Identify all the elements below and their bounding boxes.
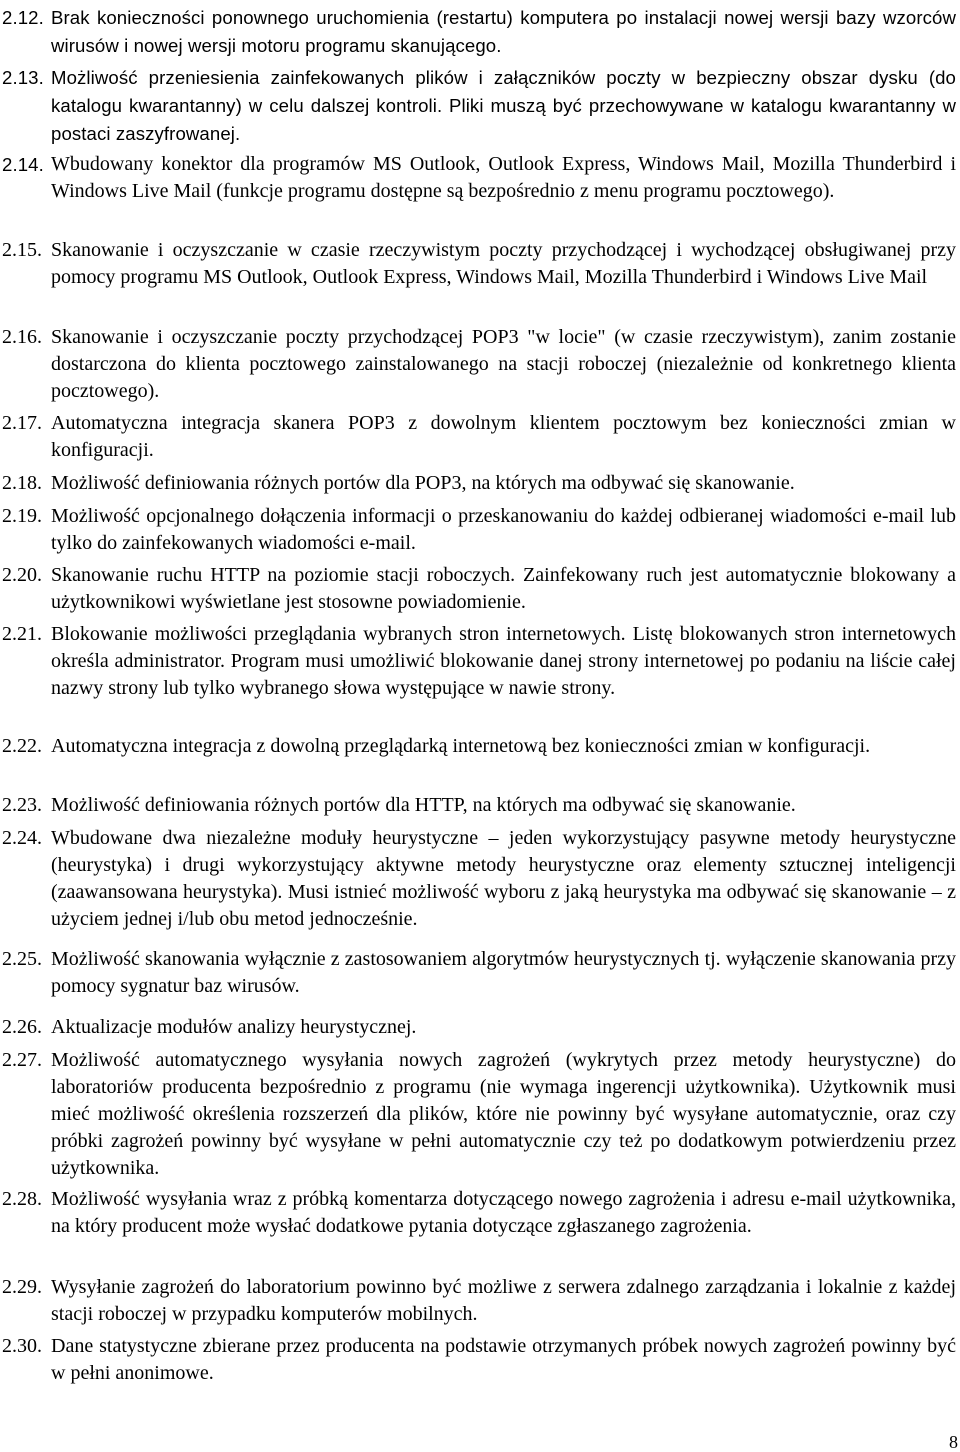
item-number: 2.23. <box>2 794 42 816</box>
list-item <box>0 1186 956 1240</box>
item-number: 2.14. <box>2 154 44 175</box>
item-number: 2.27. <box>2 1049 42 1071</box>
list-item <box>0 792 956 819</box>
list-item <box>0 151 956 205</box>
item-number: 2.20. <box>2 564 42 586</box>
item-text <box>51 410 956 464</box>
list-item <box>0 64 956 148</box>
item-number: 2.16. <box>2 326 42 348</box>
item-text <box>51 151 956 205</box>
item-text <box>51 825 956 933</box>
list-item <box>0 4 956 60</box>
item-text <box>51 324 956 405</box>
item-text-part: Możliwość skanowania wyłącznie z zastosowaniem algorytmów heurystycznych tj. wyłączenie skanowania przy pomocy sygnatur baz wirusów. <box>51 948 956 997</box>
list-item <box>0 946 956 1000</box>
item-text <box>51 562 956 616</box>
item-text <box>51 733 956 760</box>
item-text <box>51 792 956 819</box>
list-item <box>0 237 956 291</box>
list-item <box>0 324 956 405</box>
list-item <box>0 503 956 557</box>
item-number: 2.24. <box>2 827 42 849</box>
item-number: 2.22. <box>2 735 42 757</box>
item-number: 2.12. <box>2 7 44 28</box>
item-text-part: Wbudowane dwa niezależne moduły heurystyczne – jeden wykorzystujący pasywne metody heurystyczne (heurystyka) i drugi wykorzystujący aktywne metody heurystyczne oraz elementy sztucznej inteligencji (zaawansowana heurystyka). Musi istnieć możliwość wyboru z jaką heurystyka ma odbywać się skanowanie – z użyciem jednej i/lub obu metod jednocześnie. <box>51 827 956 930</box>
item-text-part: Automatyczna integracja skanera POP3 z dowolnym klientem pocztowym bez konieczności zmian w konfiguracji. <box>51 412 956 461</box>
item-number: 2.19. <box>2 505 42 527</box>
item-number: 2.28. <box>2 1188 42 1210</box>
list-item <box>0 825 956 933</box>
page-number: 8 <box>949 1432 958 1452</box>
item-text-part: Skanowanie ruchu HTTP na poziomie stacji roboczych. Zainfekowany ruch jest automatycznie blokowany a użytkownikowi wyświetlane jest stosowne powiadomienie. <box>51 564 956 613</box>
item-text <box>51 1047 956 1182</box>
item-text <box>51 1014 956 1041</box>
item-text-part: Możliwość wysyłania wraz z próbką komentarza dotyczącego nowego zagrożenia i adresu e-mail użytkownika, na który producent może wysłać dodatkowe pytania dotyczące zgłaszanego zagrożenia. <box>51 1188 956 1237</box>
item-text <box>51 4 956 60</box>
list-item <box>0 1274 956 1328</box>
item-text <box>51 470 956 497</box>
list-item <box>0 410 956 464</box>
item-text-part: Możliwość definiowania różnych portów dla HTTP, na których ma odbywać się skanowanie. <box>51 794 796 816</box>
item-number: 2.18. <box>2 472 42 494</box>
item-text-part: Możliwość opcjonalnego dołączenia informacji o przeskanowaniu do każdej odbieranej wiadomości e-mail lub tylko do zainfekowanych wiadomości e-mail. <box>51 505 956 554</box>
list-item <box>0 733 956 760</box>
item-number: 2.29. <box>2 1276 42 1298</box>
item-number: 2.21. <box>2 623 42 645</box>
item-number: 2.30. <box>2 1335 42 1357</box>
item-text <box>51 1186 956 1240</box>
item-number: 2.17. <box>2 412 42 434</box>
item-text-part: Blokowanie możliwości przeglądania wybranych stron internetowych. Listę blokowanych stron internetowych określa administrator. Program musi umożliwić blokowanie danej strony internetowej po podaniu na liście całej nazwy strony lub tylko wybranego słowa występujące w nawie strony. <box>51 623 956 699</box>
item-text-part: Brak konieczności ponownego uruchomienia (restartu) komputera po instalacji nowej wersji bazy wzorców wirusów i nowej wersji motoru programu skanującego. <box>51 7 956 56</box>
item-text <box>51 503 956 557</box>
list-item <box>0 562 956 616</box>
item-text-part: Automatyczna integracja z dowolną przeglądarką internetową bez konieczności zmian w konfiguracji. <box>51 735 871 757</box>
item-text-part: Pliki muszą być przechowywane w katalogu kwarantanny w postaci zaszyfrowanej. <box>51 95 956 144</box>
item-text <box>51 1333 956 1387</box>
item-text <box>51 237 956 291</box>
item-number: 2.26. <box>2 1016 42 1038</box>
item-text-part <box>442 95 449 117</box>
item-text-part: Możliwość definiowania różnych portów dla POP3, na których ma odbywać się skanowanie. <box>51 472 795 494</box>
list-item <box>0 1333 956 1387</box>
item-number: 2.13. <box>2 67 44 88</box>
item-text-part: Skanowanie i oczyszczanie poczty przychodzącej POP3 "w locie" (w czasie rzeczywistym), zanim zostanie dostarczona do klienta pocztowego zainstalowanego na stacji roboczej (niezależnie od konkretnego klienta pocztowego). <box>51 326 956 402</box>
item-text-part: Możliwość przeniesienia zainfekowanych plików i załączników poczty w bezpieczny obszar dysku (do katalogu kwarantanny) w celu dalszej kontroli. <box>51 67 956 116</box>
item-text-part: Wbudowany konektor dla programów MS Outlook, Outlook Express, Windows Mail, Mozilla Thunderbird i Windows Live Mail (funkcje programu dostępne są bezpośrednio z menu programu pocztowego). <box>51 153 956 202</box>
list-item <box>0 1047 956 1182</box>
item-text-part: Możliwość automatycznego wysyłania nowych zagrożeń (wykrytych przez metody heurystyczne) do laboratoriów producenta bezpośrednio z programu (nie wymaga ingerencji użytkownika). Użytkownik musi mieć możliwość określenia rozszerzeń dla plików, które nie powinny być wysyłane automatycznie, oraz czy próbki zagrożeń powinny być wysyłane w pełni automatycznie czy też po dodatkowym potwierdzeniu przez użytkownika. <box>51 1049 956 1179</box>
item-number: 2.15. <box>2 239 42 261</box>
item-text <box>51 621 956 702</box>
item-text-part: Wysyłanie zagrożeń do laboratorium powinno być możliwe z serwera zdalnego zarządzania i lokalnie z każdej stacji roboczej w przypadku komputerów mobilnych. <box>51 1276 956 1325</box>
item-text <box>51 1274 956 1328</box>
item-text <box>51 946 956 1000</box>
item-text-part: Aktualizacje modułów analizy heurystycznej. <box>51 1016 417 1038</box>
item-text <box>51 64 956 148</box>
list-item <box>0 621 956 702</box>
list-item <box>0 470 956 497</box>
item-text-part: Skanowanie i oczyszczanie w czasie rzeczywistym poczty przychodzącej i wychodzącej obsługiwanej przy pomocy programu MS Outlook, Outlook Express, Windows Mail, Mozilla Thunderbird i Windows Live Mail <box>51 239 956 288</box>
item-text-part: Dane statystyczne zbierane przez producenta na podstawie otrzymanych próbek nowych zagrożeń powinny być w pełni anonimowe. <box>51 1335 956 1384</box>
list-item <box>0 1014 956 1041</box>
item-number: 2.25. <box>2 948 42 970</box>
